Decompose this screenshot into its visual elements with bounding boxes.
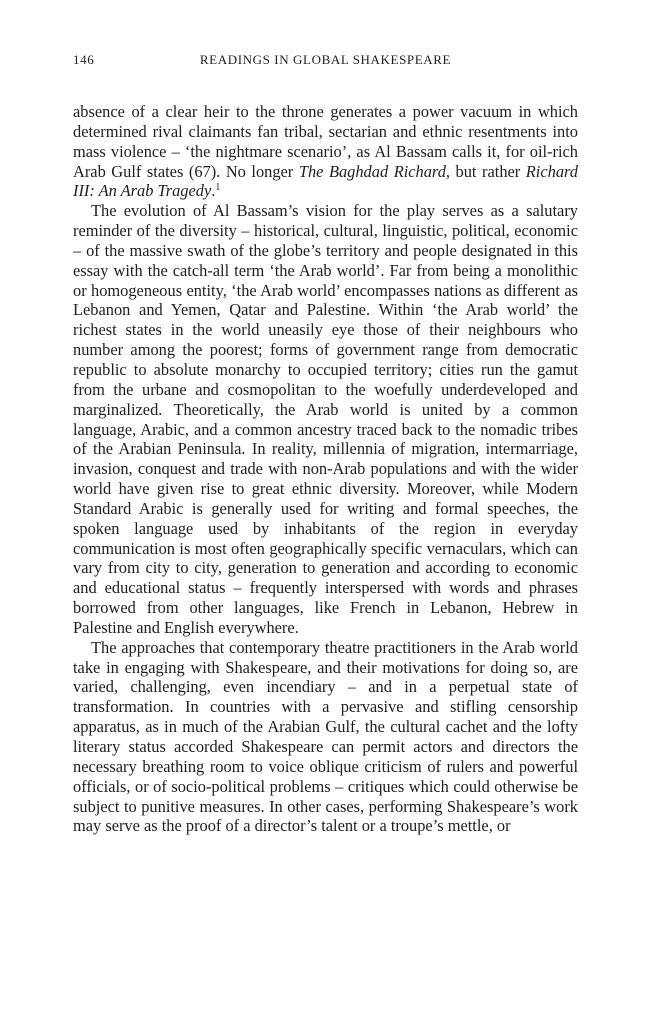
- paragraph-1-end: .: [211, 181, 216, 201]
- paragraph-1: [73, 102, 578, 201]
- paragraph-2: The evolution of Al Bassam’s vision for the play serves as a salutary reminder of the diversity – historical, cultural, linguistic, political, economic – of the massive swath of the globe’s territory and people designated in this essay with the catch-all term ‘the Arab world’. Far from being a monolithic or homogeneous entity, ‘the Arab world’ encompasses nations as different as Lebanon and Yemen, Qatar and Palestine. Within ‘the Arab world’ the richest states in the world uneasily eye those of their neighbours who number among the poorest; forms of government range from democratic republic to absolute monarchy to occupied territory; cities run the gamut from the urbane and cosmopolitan to the woefully underdeveloped and marginalized. Theoretically, the Arab world is united by a common language, Arabic, and a common ancestry traced back to the nomadic tribes of the Arabian Peninsula. In reality, millennia of migration, intermarriage, invasion, conquest and trade with non-Arab populations and with the wider world have given rise to great ethnic diversity. Moreover, while Modern Standard Arabic is generally used for writing and formal speeches, the spoken language used by inhabitants of the region in everyday communication is most often geographically specific vernaculars, which can vary from city to city, generation to generation and according to economic and educational status – frequently interspersed with words and phrases borrowed from other languages, like French in Lebanon, Hebrew in Palestine and English everywhere.: [73, 201, 578, 637]
- paragraph-1-middle: , but rather: [445, 161, 526, 181]
- italic-title-richard-iii: Richard III: An Arab Tragedy: [73, 161, 578, 201]
- paragraph-3: The approaches that contemporary theatre practitioners in the Arab world take in engaging with Shakespeare, and their motivations for doing so, are varied, challenging, even incendiary – and in a perpetual state of transformation. In countries with a pervasive and stifling censorship apparatus, as in much of the Arabian Gulf, the cultural cachet and the lofty literary status accorded Shakespeare can permit actors and directors the necessary breathing room to voice oblique criticism of rulers and powerful officials, or of socio-political problems – critiques which could otherwise be subject to punitive measures. In other cases, performing Shakespeare’s work may serve as the proof of a director’s talent or a troupe’s mettle, or: [73, 637, 578, 836]
- paragraph-1-text: absence of a clear heir to the throne generates a power vacuum in which determined rival claimants fan tribal, sectarian and ethnic resentments into mass violence – ‘the nightmare scenario’, as Al Bassam calls it, for oil-rich Arab Gulf states (67). No longer: [73, 102, 578, 181]
- page-number: 146: [73, 52, 95, 67]
- running-head: [73, 52, 578, 72]
- running-title: READINGS IN GLOBAL SHAKESPEARE: [199, 52, 452, 67]
- footnote-reference: 1: [215, 182, 221, 194]
- body-text: [73, 102, 578, 836]
- italic-title-baghdad-richard: The Baghdad Richard: [298, 161, 446, 181]
